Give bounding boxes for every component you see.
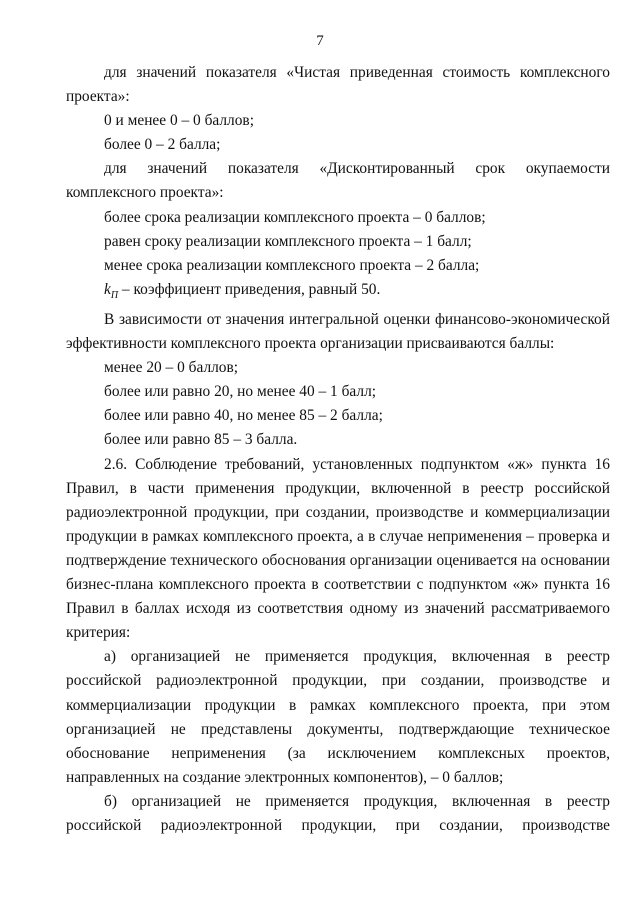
coefficient-subscript: П [110,289,119,301]
integral-score-3: более или равно 85 – 3 балла. [104,431,298,449]
dpp-score-1: равен сроку реализации комплексного проекта – 1 балл; [104,232,472,250]
item-2-6-paragraph: 2.6. Соблюдение требований, установленных подпунктом «ж» пункта 16 Правил, в части применения продукции, включенной в реестр российской радиоэлектронной продукции, при создании, производстве и коммерциализации продукции в рамках комплексного проекта, а в случае неприменения – проверка и подтверждение технического обоснования организации оценивается на основании бизнес-плана комплексного проекта в соответствии с подпунктом «ж» пункта 16 Правил в баллах исходя из соответствия одному из значений рассматриваемого критерия: [66,455,610,642]
npv-score-0: 0 и менее 0 – 0 баллов; [104,112,254,130]
integral-score-1: более или равно 20, но менее 40 – 1 балл; [104,383,377,401]
document-body [66,61,610,838]
dpp-score-2: менее срока реализации комплексного проекта – 2 балла; [104,256,480,274]
dpp-score-0: более срока реализации комплексного проекта – 0 баллов; [104,208,486,226]
integral-score-0: менее 20 – 0 баллов; [104,359,239,377]
coefficient-symbol: k [104,280,111,298]
item-b-paragraph: б) организацией не применяется продукция, включенная в реестр российской радиоэлектронной продукции, при создании, производстве [66,792,610,834]
page-number: 7 [316,33,324,49]
coefficient-text: – коэффициент приведения, равный 50. [118,280,381,298]
item-a-paragraph: а) организацией не применяется продукция, включенная в реестр российской радиоэлектронной продукции, при создании, производстве и коммерциализации продукции в рамках комплексного проекта, при этом организацией не представлены документы, подтверждающие техническое обоснование неприменения (за исключением комплексных проектов, направленных на создание электронных компонентов), – 0 баллов; [66,648,610,786]
integral-intro-paragraph: В зависимости от значения интегральной оценки финансово-экономической эффективности комплексного проекта организации присваиваются баллы: [66,311,610,353]
npv-score-1: более 0 – 2 балла; [104,136,221,154]
npv-intro-paragraph: для значений показателя «Чистая приведенная стоимость комплексного проекта»: [66,64,610,106]
integral-score-2: более или равно 40, но менее 85 – 2 балла; [104,407,383,425]
dpp-intro-paragraph: для значений показателя «Дисконтированный срок окупаемости комплексного проекта»: [66,160,610,202]
coefficient-line [66,278,610,308]
